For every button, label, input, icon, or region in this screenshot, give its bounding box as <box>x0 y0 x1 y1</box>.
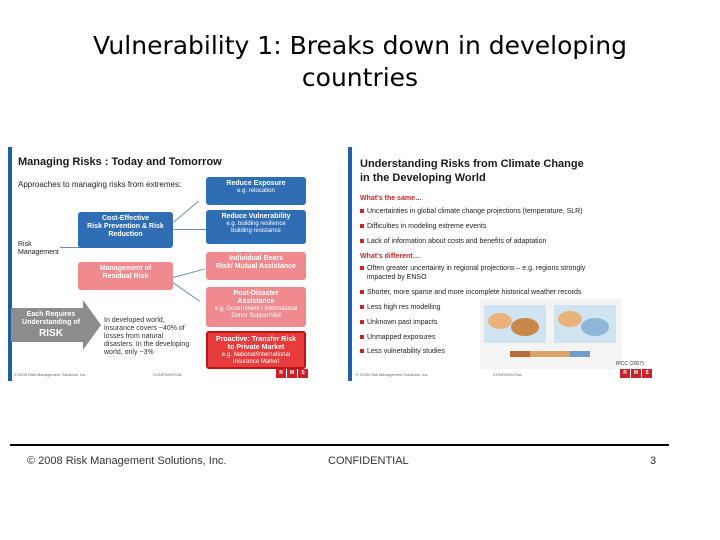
note-line: In developed world, <box>104 317 165 324</box>
bullet-item: Unmapped exposures <box>360 333 436 342</box>
climate-map-figure <box>480 299 622 369</box>
grey-label-line3: RISK <box>39 328 63 339</box>
note-text <box>104 317 189 357</box>
box-line: Proactive: Transfer Risk <box>215 336 297 343</box>
box-line: Risk/ Mutual Assistance <box>216 263 296 270</box>
page-title <box>40 30 680 94</box>
title-line-1: Vulnerability 1: Breaks down in developing <box>93 31 627 60</box>
box-reduce-exposure <box>206 177 306 205</box>
slide-climate-change <box>348 147 660 381</box>
slide-managing-risks <box>8 147 314 381</box>
bullet-item: Less high res modelling <box>360 303 441 312</box>
note-line: world, only ~3% <box>104 349 154 356</box>
box-individual-bears <box>206 252 306 280</box>
title-line-2: countries <box>301 63 419 92</box>
grey-label-line1: Each Requires <box>26 311 76 318</box>
box-line: Cost-Effective <box>101 215 150 222</box>
heading-line: in the Developing World <box>360 172 486 184</box>
box-line: Reduction <box>108 231 143 238</box>
footer-divider <box>10 444 669 446</box>
box-proactive <box>206 331 306 369</box>
box-line: Post-Disaster <box>233 290 279 297</box>
bullet-item: Less vulnerability studies <box>360 347 445 356</box>
connector-line <box>172 282 200 302</box>
box-sub: e.g. Government / International <box>214 306 298 312</box>
box-title: Reduce Vulnerability <box>221 213 291 220</box>
bullet-item: Unknown past impacts <box>360 318 437 327</box>
box-line: to Private Market <box>227 344 285 351</box>
slide-footer-mid: CONFIDENTIAL <box>153 372 183 377</box>
bullet-continuation: impacted by ENSO <box>367 274 427 281</box>
heading-line: Understanding Risks from Climate Change <box>360 158 584 170</box>
slide-footer-left: © 2008 Risk Management Solutions, Inc. <box>356 372 429 377</box>
side-label-management: Management <box>18 249 59 256</box>
bullet-item: Difficulties in modeling extreme events <box>360 222 486 231</box>
rms-logo: R M S <box>276 369 308 378</box>
footer-copyright: © 2008 Risk Management Solutions, Inc. <box>27 455 227 467</box>
box-sub: Donor Support/Aid <box>231 313 281 319</box>
box-residual-risk <box>78 262 173 290</box>
box-line: Risk Prevention & Risk <box>87 223 164 230</box>
slide-footer-left: © 2008 Risk Management Solutions, Inc. <box>14 372 87 377</box>
slide-accent-bar <box>348 147 352 381</box>
footer-page-number: 3 <box>650 455 657 467</box>
box-sub: building resistance <box>231 228 281 234</box>
box-sub: e.g. relocation <box>237 188 275 194</box>
note-line: disasters. In the developing <box>104 341 190 348</box>
note-line: insurance covers ~40% of <box>104 325 185 332</box>
box-line: Individual Bears <box>228 255 284 262</box>
box-sub: e.g. building resilience <box>226 221 286 227</box>
box-sub: e.g. National/International <box>221 352 291 358</box>
bullet-item: Lack of information about costs and benefits of adaptation <box>360 237 546 246</box>
slide-heading <box>360 157 584 185</box>
section-same: What's the same… <box>360 195 422 202</box>
grey-label-line2: Understanding of <box>22 319 80 326</box>
box-post-disaster <box>206 287 306 327</box>
bullet-item: Uncertainties in global climate change projections (temperature, SLR) <box>360 207 583 216</box>
footer-confidential: CONFIDENTIAL <box>328 455 409 467</box>
bullet-item: Shorter, more sparse and more incomplete historical weather records <box>360 288 581 297</box>
box-reduce-vulnerability <box>206 210 306 244</box>
side-label-risk: Risk <box>18 241 32 248</box>
slide-heading: Managing Risks : Today and Tomorrow <box>18 156 222 168</box>
section-different: What's different… <box>360 253 420 260</box>
box-line: Management of <box>99 265 152 272</box>
box-line: Residual Risk <box>102 273 149 280</box>
intro-text: Approaches to managing risks from extremes: <box>18 180 182 189</box>
bullet-item: Often greater uncertainty in regional projections – e.g. regions strongly <box>360 264 585 273</box>
note-line: losses from natural <box>104 333 164 340</box>
box-title: Reduce Exposure <box>226 180 286 187</box>
connector-line <box>173 268 205 278</box>
rms-logo: R M S <box>620 369 652 378</box>
connector-line <box>60 247 80 248</box>
box-cost-effective <box>78 212 173 248</box>
connector-line <box>173 229 206 230</box>
connector-line <box>173 201 199 223</box>
figure-caption: IPCC (2007) <box>616 361 644 367</box>
slide-footer-mid: CONFIDENTIAL <box>493 372 523 377</box>
box-line: Assistance <box>237 298 275 305</box>
box-sub: Insurance Market <box>232 359 280 365</box>
